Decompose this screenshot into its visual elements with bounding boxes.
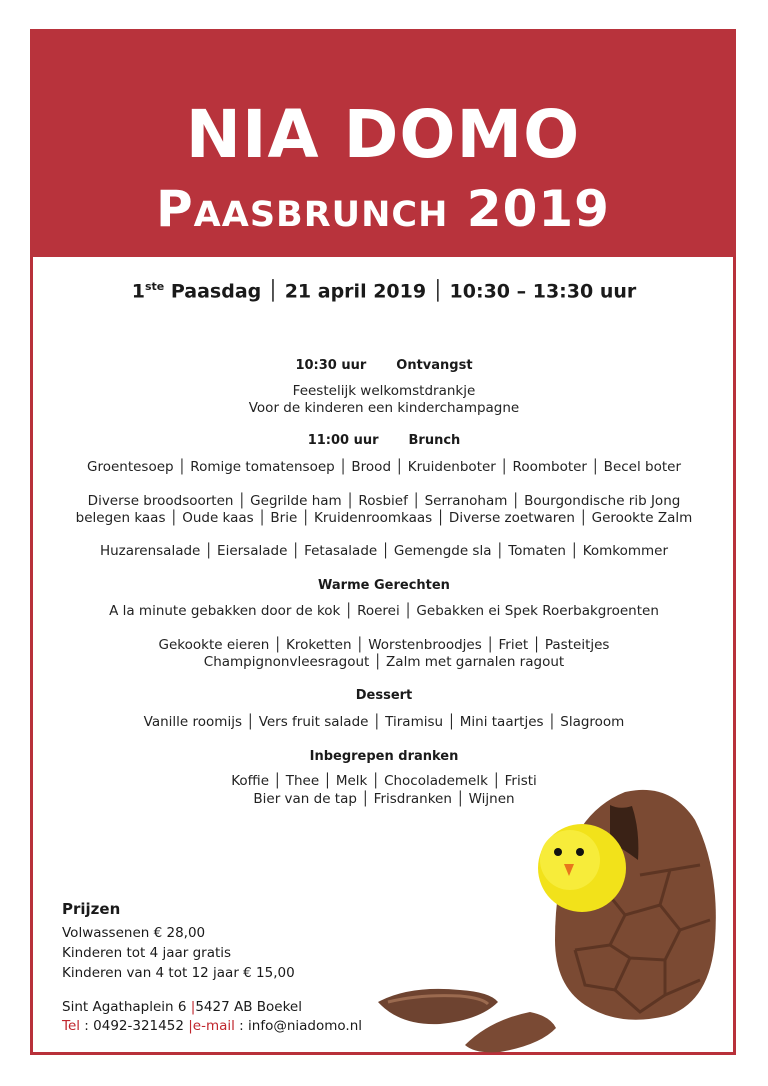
prices-section xyxy=(62,900,295,983)
brunch-row-2b: belegen kaas │ Oude kaas │ Brie │ Kruidenroomkaas │ Diverse zoetwaren │ Gerookte Zalm xyxy=(75,510,693,526)
day-number: 1 xyxy=(131,280,145,303)
title-line-1: NIA DOMO xyxy=(185,96,581,173)
ontvangst-line-1: Feestelijk welkomstdrankje xyxy=(292,383,476,399)
contact-section xyxy=(62,998,362,1036)
event-time: 10:30 – 13:30 uur xyxy=(449,280,637,303)
tel-label: Tel xyxy=(62,1018,81,1034)
day-name: Paasdag xyxy=(164,280,262,303)
postal-address: 5427 AB Boekel xyxy=(195,999,302,1015)
event-date-line: 1ste Paasdag │ 21 april 2019 │ 10:30 – 13:30 uur xyxy=(131,280,637,303)
dessert-heading: Dessert xyxy=(355,688,413,703)
address-separator: | xyxy=(190,999,196,1015)
contact-separator: | xyxy=(188,1018,193,1034)
drinks-heading: Inbegrepen dranken xyxy=(309,749,459,764)
price-kids-4-12: Kinderen van 4 tot 12 jaar € 15,00 xyxy=(62,965,295,981)
email-label: e-mail xyxy=(192,1018,235,1034)
drinks-row-1: Koffie │ Thee │ Melk │ Chocolademelk │ Fristi xyxy=(231,773,537,789)
egg-shard-left-icon xyxy=(378,989,498,1024)
brunch-row-1: Groentesoep │ Romige tomatensoep │ Brood │ Kruidenboter │ Roomboter │ Becel boter xyxy=(86,459,681,475)
ontvangst-heading xyxy=(40,358,728,373)
prices-heading: Prijzen xyxy=(62,900,121,918)
price-adults: Volwassenen € 28,00 xyxy=(62,925,206,941)
email-value[interactable]: : info@niadomo.nl xyxy=(234,1018,363,1034)
address-line xyxy=(62,998,362,1017)
phone-email-line xyxy=(62,1017,362,1036)
price-kids-under-4: Kinderen tot 4 jaar gratis xyxy=(62,945,232,961)
brunch-heading xyxy=(40,433,728,448)
event-date: 21 april 2019 xyxy=(284,280,427,303)
brunch-row-3: Huzarensalade │ Eiersalade │ Fetasalade │ Gemengde sla │ Tomaten │ Komkommer xyxy=(99,543,669,559)
street-address: Sint Agathaplein 6 xyxy=(62,999,191,1015)
chick-eye-icon xyxy=(554,848,562,856)
ontvangst-line-2: Voor de kinderen een kinderchampagne xyxy=(248,400,520,416)
ontvangst-time: 10:30 uur xyxy=(295,358,367,373)
title-line-2: Paasbrunch 2019 xyxy=(156,180,610,238)
warm-heading: Warme Gerechten xyxy=(318,578,450,593)
chick-in-chocolate-egg-icon xyxy=(370,780,730,1060)
tel-value[interactable]: : 0492-321452 xyxy=(80,1018,189,1034)
drinks-row-2: Bier van de tap │ Frisdranken │ Wijnen xyxy=(253,791,515,807)
brunch-label: Brunch xyxy=(408,433,461,448)
warm-row-2a: Gekookte eieren │ Kroketten │ Worstenbroodjes │ Friet │ Pasteitjes xyxy=(158,637,610,653)
warm-row-1: A la minute gebakken door de kok │ Roerei │ Gebakken ei Spek Roerbakgroenten xyxy=(109,603,659,619)
ontvangst-label: Ontvangst xyxy=(396,358,473,373)
dessert-row-1: Vanille roomijs │ Vers fruit salade │ Tiramisu │ Mini taartjes │ Slagroom xyxy=(143,714,625,730)
warm-row-2b: Champignonvleesragout │ Zalm met garnalen ragout xyxy=(203,654,565,670)
brunch-row-2a: Diverse broodsoorten │ Gegrilde ham │ Rosbief │ Serranoham │ Bourgondische rib Jong xyxy=(87,493,681,509)
egg-shard-right-icon xyxy=(465,1012,556,1052)
brunch-time: 11:00 uur xyxy=(307,433,379,448)
title-banner xyxy=(30,29,736,257)
day-ordinal: ste xyxy=(144,280,165,293)
